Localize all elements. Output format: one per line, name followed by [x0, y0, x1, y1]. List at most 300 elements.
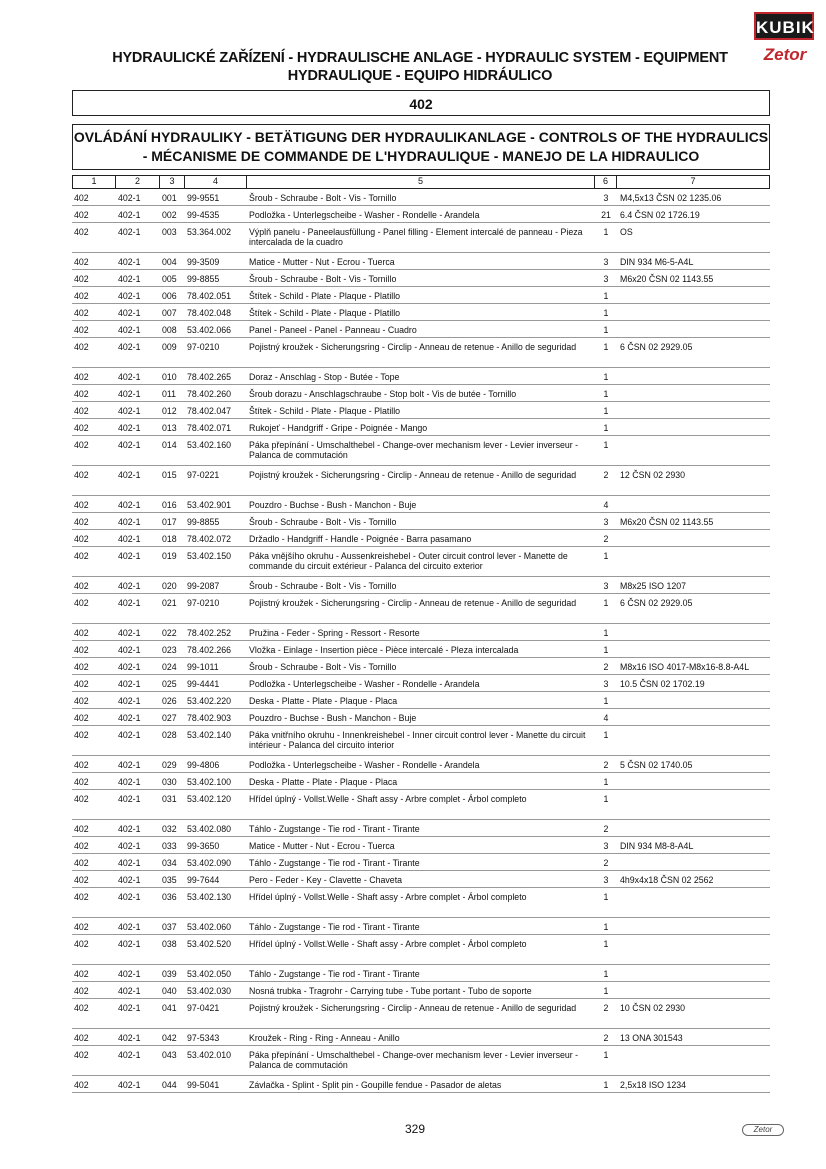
table-cell: 402-1 [118, 662, 141, 672]
table-cell: 78.402.071 [187, 423, 232, 433]
table-cell: 99-3509 [187, 257, 220, 267]
table-cell: 402-1 [118, 389, 141, 399]
table-cell: 402 [74, 372, 89, 382]
table-cell: 99-7644 [187, 875, 220, 885]
table-cell: 2 [603, 1003, 609, 1013]
table-cell: 2 [603, 760, 609, 770]
table-cell: 53.402.150 [187, 551, 232, 561]
table-row [72, 790, 770, 820]
table-cell: 402-1 [118, 581, 141, 591]
table-cell: 78.402.252 [187, 628, 232, 638]
table-cell: 402 [74, 662, 89, 672]
table-cell: 2 [603, 858, 609, 868]
table-cell: 97-0210 [187, 342, 220, 352]
table-row [72, 189, 770, 206]
table-cell: 402-1 [118, 1003, 141, 1013]
table-cell: 53.402.130 [187, 892, 232, 902]
table-cell [617, 794, 770, 819]
table-row [72, 692, 770, 709]
table-cell: 402 [74, 1080, 89, 1090]
table-cell: 402 [74, 824, 89, 834]
table-cell: Nosná trubka - Tragrohr - Carrying tube - Tube portant - Tubo de soporte [249, 986, 532, 996]
table-row [72, 675, 770, 692]
table-cell: 402 [74, 841, 89, 851]
table-cell: 402-1 [118, 858, 141, 868]
table-cell: 402 [74, 713, 89, 723]
table-cell [617, 892, 770, 917]
table-cell: Hřídel úplný - Vollst.Welle - Shaft assy - Arbre complet - Árbol completo [249, 794, 527, 804]
table-cell: 402-1 [118, 713, 141, 723]
table-cell: 2 [603, 824, 609, 834]
table-cell: 402 [74, 210, 89, 220]
header-line-1: HYDRAULICKÉ ZAŘÍZENÍ - HYDRAULISCHE ANLAGE - HYDRAULIC SYSTEM - EQUIPMENT [112, 50, 728, 66]
table-cell: 97-0221 [187, 470, 220, 480]
table-row [72, 935, 770, 965]
table-row [72, 756, 770, 773]
table-cell: 022 [162, 628, 177, 638]
table-cell: 97-0210 [187, 598, 220, 608]
table-row [72, 854, 770, 871]
table-cell: 044 [162, 1080, 177, 1090]
table-cell: 402 [74, 1050, 89, 1060]
table-cell: 020 [162, 581, 177, 591]
table-cell: 1 [603, 342, 609, 352]
table-cell: 53.402.520 [187, 939, 232, 949]
table-cell [617, 534, 770, 546]
table-cell: 019 [162, 551, 177, 561]
table-cell [617, 986, 770, 998]
table-cell [617, 713, 770, 725]
table-cell: 402 [74, 858, 89, 868]
table-row [72, 223, 770, 253]
table-cell: 026 [162, 696, 177, 706]
table-cell: 005 [162, 274, 177, 284]
table-row [72, 594, 770, 624]
table-cell: 402-1 [118, 730, 141, 740]
table-cell: 021 [162, 598, 177, 608]
table-cell: 023 [162, 645, 177, 655]
table-cell: 1 [603, 777, 609, 787]
table-cell: 402 [74, 939, 89, 949]
column-header: 1 [72, 176, 116, 188]
table-cell: Pouzdro - Buchse - Bush - Manchon - Buje [249, 713, 417, 723]
table-cell: Pojistný kroužek - Sicherungsring - Circlip - Anneau de retenue - Anillo de seguridad [249, 1003, 577, 1013]
table-cell [617, 858, 770, 870]
table-cell: 402-1 [118, 470, 141, 480]
table-cell [617, 291, 770, 303]
table-cell: Podložka - Unterlegscheibe - Washer - Rondelle - Arandela [249, 679, 480, 689]
table-cell: 004 [162, 257, 177, 267]
group-number: 402 [72, 90, 770, 116]
table-cell: 402 [74, 922, 89, 932]
table-cell [617, 500, 770, 512]
table-cell: 029 [162, 760, 177, 770]
table-cell: 035 [162, 875, 177, 885]
table-cell: 99-8855 [187, 517, 220, 527]
table-cell: 99-4806 [187, 760, 220, 770]
table-row [72, 206, 770, 223]
table-cell: 402-1 [118, 794, 141, 804]
table-cell: 1 [603, 730, 609, 740]
table-cell: 97-0421 [187, 1003, 220, 1013]
table-cell: 402 [74, 986, 89, 996]
table-cell: 53.402.160 [187, 440, 232, 450]
table-cell: 018 [162, 534, 177, 544]
table-row [72, 270, 770, 287]
table-cell: 402-1 [118, 210, 141, 220]
table-cell: 2,5x18 ISO 1234 [620, 1080, 687, 1090]
table-cell [617, 696, 770, 708]
header-line-2: HYDRAULIQUE - EQUIPO HIDRÁULICO [287, 68, 553, 84]
table-cell: Výplň panelu - Paneelausfüllung - Panel filling - Element intercalé de panneau - Pieza intercalada de la cuadro [249, 227, 583, 247]
table-cell: 5 ČSN 02 1740.05 [620, 760, 693, 770]
table-cell: Deska - Platte - Plate - Plaque - Placa [249, 777, 398, 787]
table-cell: 1 [603, 325, 609, 335]
table-cell [617, 308, 770, 320]
table-cell: 78.402.265 [187, 372, 232, 382]
table-cell: 024 [162, 662, 177, 672]
table-cell: Páka přepínání - Umschalthebel - Change-over mechanism lever - Levier inverseur - Palanca de commutación [249, 1050, 579, 1070]
column-header: 5 [247, 176, 595, 188]
table-cell: 402-1 [118, 628, 141, 638]
table-cell: 006 [162, 291, 177, 301]
table-row [72, 513, 770, 530]
column-header: 4 [185, 176, 247, 188]
table-cell: 402 [74, 730, 89, 740]
table-cell: 002 [162, 210, 177, 220]
table-cell: M4,5x13 ČSN 02 1235.06 [620, 193, 722, 203]
section-title-line-1: OVLÁDÁNÍ HYDRAULIKY - BETÄTIGUNG DER HYDRAULIKANLAGE - CONTROLS OF THE HYDRAULICS [73, 129, 769, 145]
table-cell: 402-1 [118, 760, 141, 770]
table-row [72, 888, 770, 918]
table-cell: 013 [162, 423, 177, 433]
table-cell: 012 [162, 406, 177, 416]
table-cell: Páka vnitřního okruhu - Innenkreishebel - Inner circuit control lever - Manette du circuit intérieur - Palanca del circuito interior [249, 730, 586, 750]
table-cell: 402-1 [118, 841, 141, 851]
table-cell [617, 423, 770, 435]
table-cell: Závlačka - Splint - Split pin - Goupille fendue - Pasador de aletas [249, 1080, 502, 1090]
table-cell: Šroub - Schraube - Bolt - Vis - Tornillo [249, 193, 397, 203]
table-cell: 402-1 [118, 1080, 141, 1090]
table-cell: 402-1 [118, 892, 141, 902]
table-cell: Pojistný kroužek - Sicherungsring - Circlip - Anneau de retenue - Anillo de seguridad [249, 598, 577, 608]
table-cell: 402-1 [118, 440, 141, 450]
zetor-logo: Zetor [763, 45, 807, 64]
table-cell: 53.402.100 [187, 777, 232, 787]
table-cell: 010 [162, 372, 177, 382]
table-cell: 402-1 [118, 824, 141, 834]
kubik-logo: KUBIK [754, 12, 814, 40]
table-cell: 402-1 [118, 939, 141, 949]
table-row [72, 1076, 770, 1093]
table-cell: 10 ČSN 02 2930 [620, 1003, 686, 1013]
table-cell: 402-1 [118, 1033, 141, 1043]
table-cell: 10.5 ČSN 02 1702.19 [620, 679, 705, 689]
table-cell: 99-3650 [187, 841, 220, 851]
table-row [72, 368, 770, 385]
table-row [72, 304, 770, 321]
table-cell: 1 [603, 1080, 609, 1090]
table-cell: 402 [74, 291, 89, 301]
table-cell: Šroub - Schraube - Bolt - Vis - Tornillo [249, 581, 397, 591]
table-cell: 402-1 [118, 551, 141, 561]
table-cell: 402 [74, 892, 89, 902]
table-cell [617, 939, 770, 964]
table-cell: 1 [603, 227, 609, 237]
table-cell: 1 [603, 939, 609, 949]
table-cell: Pojistný kroužek - Sicherungsring - Circlip - Anneau de retenue - Anillo de seguridad [249, 470, 577, 480]
table-cell: Matice - Mutter - Nut - Ecrou - Tuerca [249, 257, 395, 267]
table-cell: 3 [603, 679, 609, 689]
table-row [72, 820, 770, 837]
table-row [72, 773, 770, 790]
table-cell: M8x16 ISO 4017-M8x16-8.8-A4L [620, 662, 750, 672]
table-cell: 402-1 [118, 969, 141, 979]
table-cell: 043 [162, 1050, 177, 1060]
table-cell: Kroužek - Ring - Ring - Anneau - Anillo [249, 1033, 400, 1043]
table-cell: Táhlo - Zugstange - Tie rod - Tirant - Tirante [249, 922, 420, 932]
table-cell: 402 [74, 534, 89, 544]
table-cell: Táhlo - Zugstange - Tie rod - Tirant - Tirante [249, 969, 420, 979]
table-cell: 032 [162, 824, 177, 834]
table-cell: 1 [603, 372, 609, 382]
table-cell: Šroub dorazu - Anschlagschraube - Stop bolt - Vis de butée - Tornillo [249, 389, 517, 399]
table-cell: 402 [74, 760, 89, 770]
table-row [72, 999, 770, 1029]
table-cell: Šroub - Schraube - Bolt - Vis - Tornillo [249, 274, 397, 284]
table-cell: 53.364.002 [187, 227, 232, 237]
table-cell: 034 [162, 858, 177, 868]
table-cell: 402 [74, 308, 89, 318]
table-cell: 99-8855 [187, 274, 220, 284]
table-cell: 99-9551 [187, 193, 220, 203]
table-cell: 13 ONA 301543 [620, 1033, 683, 1043]
table-cell: 402-1 [118, 325, 141, 335]
table-cell: 402 [74, 257, 89, 267]
table-cell: 402-1 [118, 406, 141, 416]
table-cell: M6x20 ČSN 02 1143.55 [620, 274, 714, 284]
table-cell: 402 [74, 679, 89, 689]
table-row [72, 466, 770, 496]
table-body [72, 189, 770, 1093]
table-cell [617, 1050, 770, 1075]
table-cell: 003 [162, 227, 177, 237]
table-cell: 402-1 [118, 875, 141, 885]
table-row [72, 402, 770, 419]
table-cell: Šroub - Schraube - Bolt - Vis - Tornillo [249, 662, 397, 672]
table-row [72, 726, 770, 756]
table-cell: 030 [162, 777, 177, 787]
table-cell: 017 [162, 517, 177, 527]
table-cell: Štítek - Schild - Plate - Plaque - Platillo [249, 406, 401, 416]
table-cell: 007 [162, 308, 177, 318]
table-cell: 402-1 [118, 534, 141, 544]
table-cell: Vložka - Einlage - Insertion pièce - Pièce intercalé - Pleza intercalada [249, 645, 519, 655]
table-cell: Pružina - Feder - Spring - Ressort - Resorte [249, 628, 420, 638]
table-cell: 402 [74, 581, 89, 591]
table-cell: 1 [603, 922, 609, 932]
table-cell: Držadlo - Handgriff - Handle - Poignée - Barra pasamano [249, 534, 472, 544]
table-cell: 3 [603, 274, 609, 284]
table-cell: 402-1 [118, 922, 141, 932]
table-cell: Páka vnějšího okruhu - Aussenkreishebel - Outer circuit control lever - Manette de commande du circuit extérieur - Palanca del circuito exterior [249, 551, 568, 571]
table-cell: 025 [162, 679, 177, 689]
table-cell: 402 [74, 517, 89, 527]
column-header: 6 [595, 176, 617, 188]
table-cell: 78.402.903 [187, 713, 232, 723]
table-cell: 78.402.048 [187, 308, 232, 318]
table-cell: 402-1 [118, 517, 141, 527]
parts-table [72, 175, 770, 1093]
table-row [72, 982, 770, 999]
table-cell: OS [620, 227, 633, 237]
column-header-row [72, 175, 770, 189]
table-cell: Deska - Platte - Plate - Plaque - Placa [249, 696, 398, 706]
table-cell: Pouzdro - Buchse - Bush - Manchon - Buje [249, 500, 417, 510]
section-title [72, 124, 770, 170]
table-cell: 015 [162, 470, 177, 480]
table-cell: 53.402.010 [187, 1050, 232, 1060]
table-cell: 041 [162, 1003, 177, 1013]
table-cell: 402 [74, 794, 89, 804]
table-cell: M8x25 ISO 1207 [620, 581, 687, 591]
table-cell: 97-5343 [187, 1033, 220, 1043]
table-row [72, 338, 770, 368]
table-cell: 99-4535 [187, 210, 220, 220]
table-cell: 402-1 [118, 227, 141, 237]
table-cell: 3 [603, 875, 609, 885]
table-cell: 402-1 [118, 777, 141, 787]
table-cell: 1 [603, 423, 609, 433]
table-cell: 037 [162, 922, 177, 932]
table-cell: 031 [162, 794, 177, 804]
table-row [72, 436, 770, 466]
table-row [72, 321, 770, 338]
table-cell: Táhlo - Zugstange - Tie rod - Tirant - Tirante [249, 858, 420, 868]
table-row [72, 385, 770, 402]
table-cell [617, 628, 770, 640]
table-row [72, 287, 770, 304]
table-row [72, 641, 770, 658]
table-cell: Hřídel úplný - Vollst.Welle - Shaft assy - Arbre complet - Árbol completo [249, 892, 527, 902]
table-row [72, 871, 770, 888]
table-cell: 53.402.030 [187, 986, 232, 996]
table-row [72, 530, 770, 547]
table-cell: Matice - Mutter - Nut - Ecrou - Tuerca [249, 841, 395, 851]
table-cell: 53.402.901 [187, 500, 232, 510]
table-cell: 53.402.066 [187, 325, 232, 335]
table-cell: 4h9x4x18 ČSN 02 2562 [620, 875, 714, 885]
table-cell: 039 [162, 969, 177, 979]
table-cell: 040 [162, 986, 177, 996]
table-cell: 6.4 ČSN 02 1726.19 [620, 210, 700, 220]
table-row [72, 965, 770, 982]
table-cell: 402 [74, 342, 89, 352]
table-cell: 99-1011 [187, 662, 219, 672]
table-cell [617, 440, 770, 465]
table-cell: Podložka - Unterlegscheibe - Washer - Rondelle - Arandela [249, 210, 480, 220]
table-cell: 1 [603, 696, 609, 706]
table-cell: 4 [603, 713, 609, 723]
table-cell [617, 551, 770, 576]
table-cell: 78.402.072 [187, 534, 232, 544]
table-cell: 402-1 [118, 1050, 141, 1060]
table-cell: Táhlo - Zugstange - Tie rod - Tirant - Tirante [249, 824, 420, 834]
table-cell: 53.402.060 [187, 922, 232, 932]
table-cell: 402-1 [118, 500, 141, 510]
column-header: 2 [116, 176, 160, 188]
table-cell: 78.402.051 [187, 291, 232, 301]
table-cell: 1 [603, 598, 609, 608]
table-cell [617, 824, 770, 836]
table-row [72, 419, 770, 436]
table-cell: Podložka - Unterlegscheibe - Washer - Rondelle - Arandela [249, 760, 480, 770]
table-cell [617, 922, 770, 934]
table-row [72, 709, 770, 726]
table-cell: 402-1 [118, 193, 141, 203]
table-cell: 1 [603, 794, 609, 804]
table-row [72, 547, 770, 577]
table-row [72, 658, 770, 675]
table-row [72, 837, 770, 854]
table-cell: 001 [162, 193, 177, 203]
table-cell: 53.402.140 [187, 730, 232, 740]
column-header: 7 [617, 176, 770, 188]
table-cell: 028 [162, 730, 177, 740]
table-cell: 402-1 [118, 679, 141, 689]
table-row [72, 253, 770, 270]
table-cell: Štítek - Schild - Plate - Plaque - Platillo [249, 291, 401, 301]
table-cell: 016 [162, 500, 177, 510]
table-cell: 4 [603, 500, 609, 510]
table-cell: 3 [603, 517, 609, 527]
page-number: 329 [404, 1122, 426, 1136]
table-cell: 402 [74, 1003, 89, 1013]
table-cell: 3 [603, 257, 609, 267]
table-cell: 402 [74, 875, 89, 885]
table-cell: 402 [74, 274, 89, 284]
table-cell: Doraz - Anschlag - Stop - Butée - Tope [249, 372, 400, 382]
table-cell: Panel - Paneel - Panel - Panneau - Cuadro [249, 325, 417, 335]
table-cell: 008 [162, 325, 177, 335]
table-cell: 78.402.260 [187, 389, 232, 399]
table-cell: 78.402.266 [187, 645, 232, 655]
table-cell: 99-2087 [187, 581, 220, 591]
table-cell: 036 [162, 892, 177, 902]
table-cell [617, 325, 770, 337]
table-row [72, 1046, 770, 1076]
table-cell: 009 [162, 342, 177, 352]
table-cell: 402 [74, 551, 89, 561]
table-cell: Hřídel úplný - Vollst.Welle - Shaft assy - Arbre complet - Árbol completo [249, 939, 527, 949]
table-cell: 1 [603, 389, 609, 399]
table-cell: 402 [74, 645, 89, 655]
table-cell: 53.402.120 [187, 794, 232, 804]
table-cell: 402 [74, 598, 89, 608]
table-cell: 027 [162, 713, 177, 723]
table-cell: 042 [162, 1033, 177, 1043]
table-cell: 53.402.220 [187, 696, 232, 706]
table-cell: 2 [603, 662, 609, 672]
table-cell: 78.402.047 [187, 406, 232, 416]
table-cell: 1 [603, 628, 609, 638]
table-cell: 402 [74, 696, 89, 706]
table-cell [617, 969, 770, 981]
table-cell: 402-1 [118, 645, 141, 655]
table-cell: 402 [74, 1033, 89, 1043]
table-cell: M6x20 ČSN 02 1143.55 [620, 517, 714, 527]
table-cell: 2 [603, 1033, 609, 1043]
